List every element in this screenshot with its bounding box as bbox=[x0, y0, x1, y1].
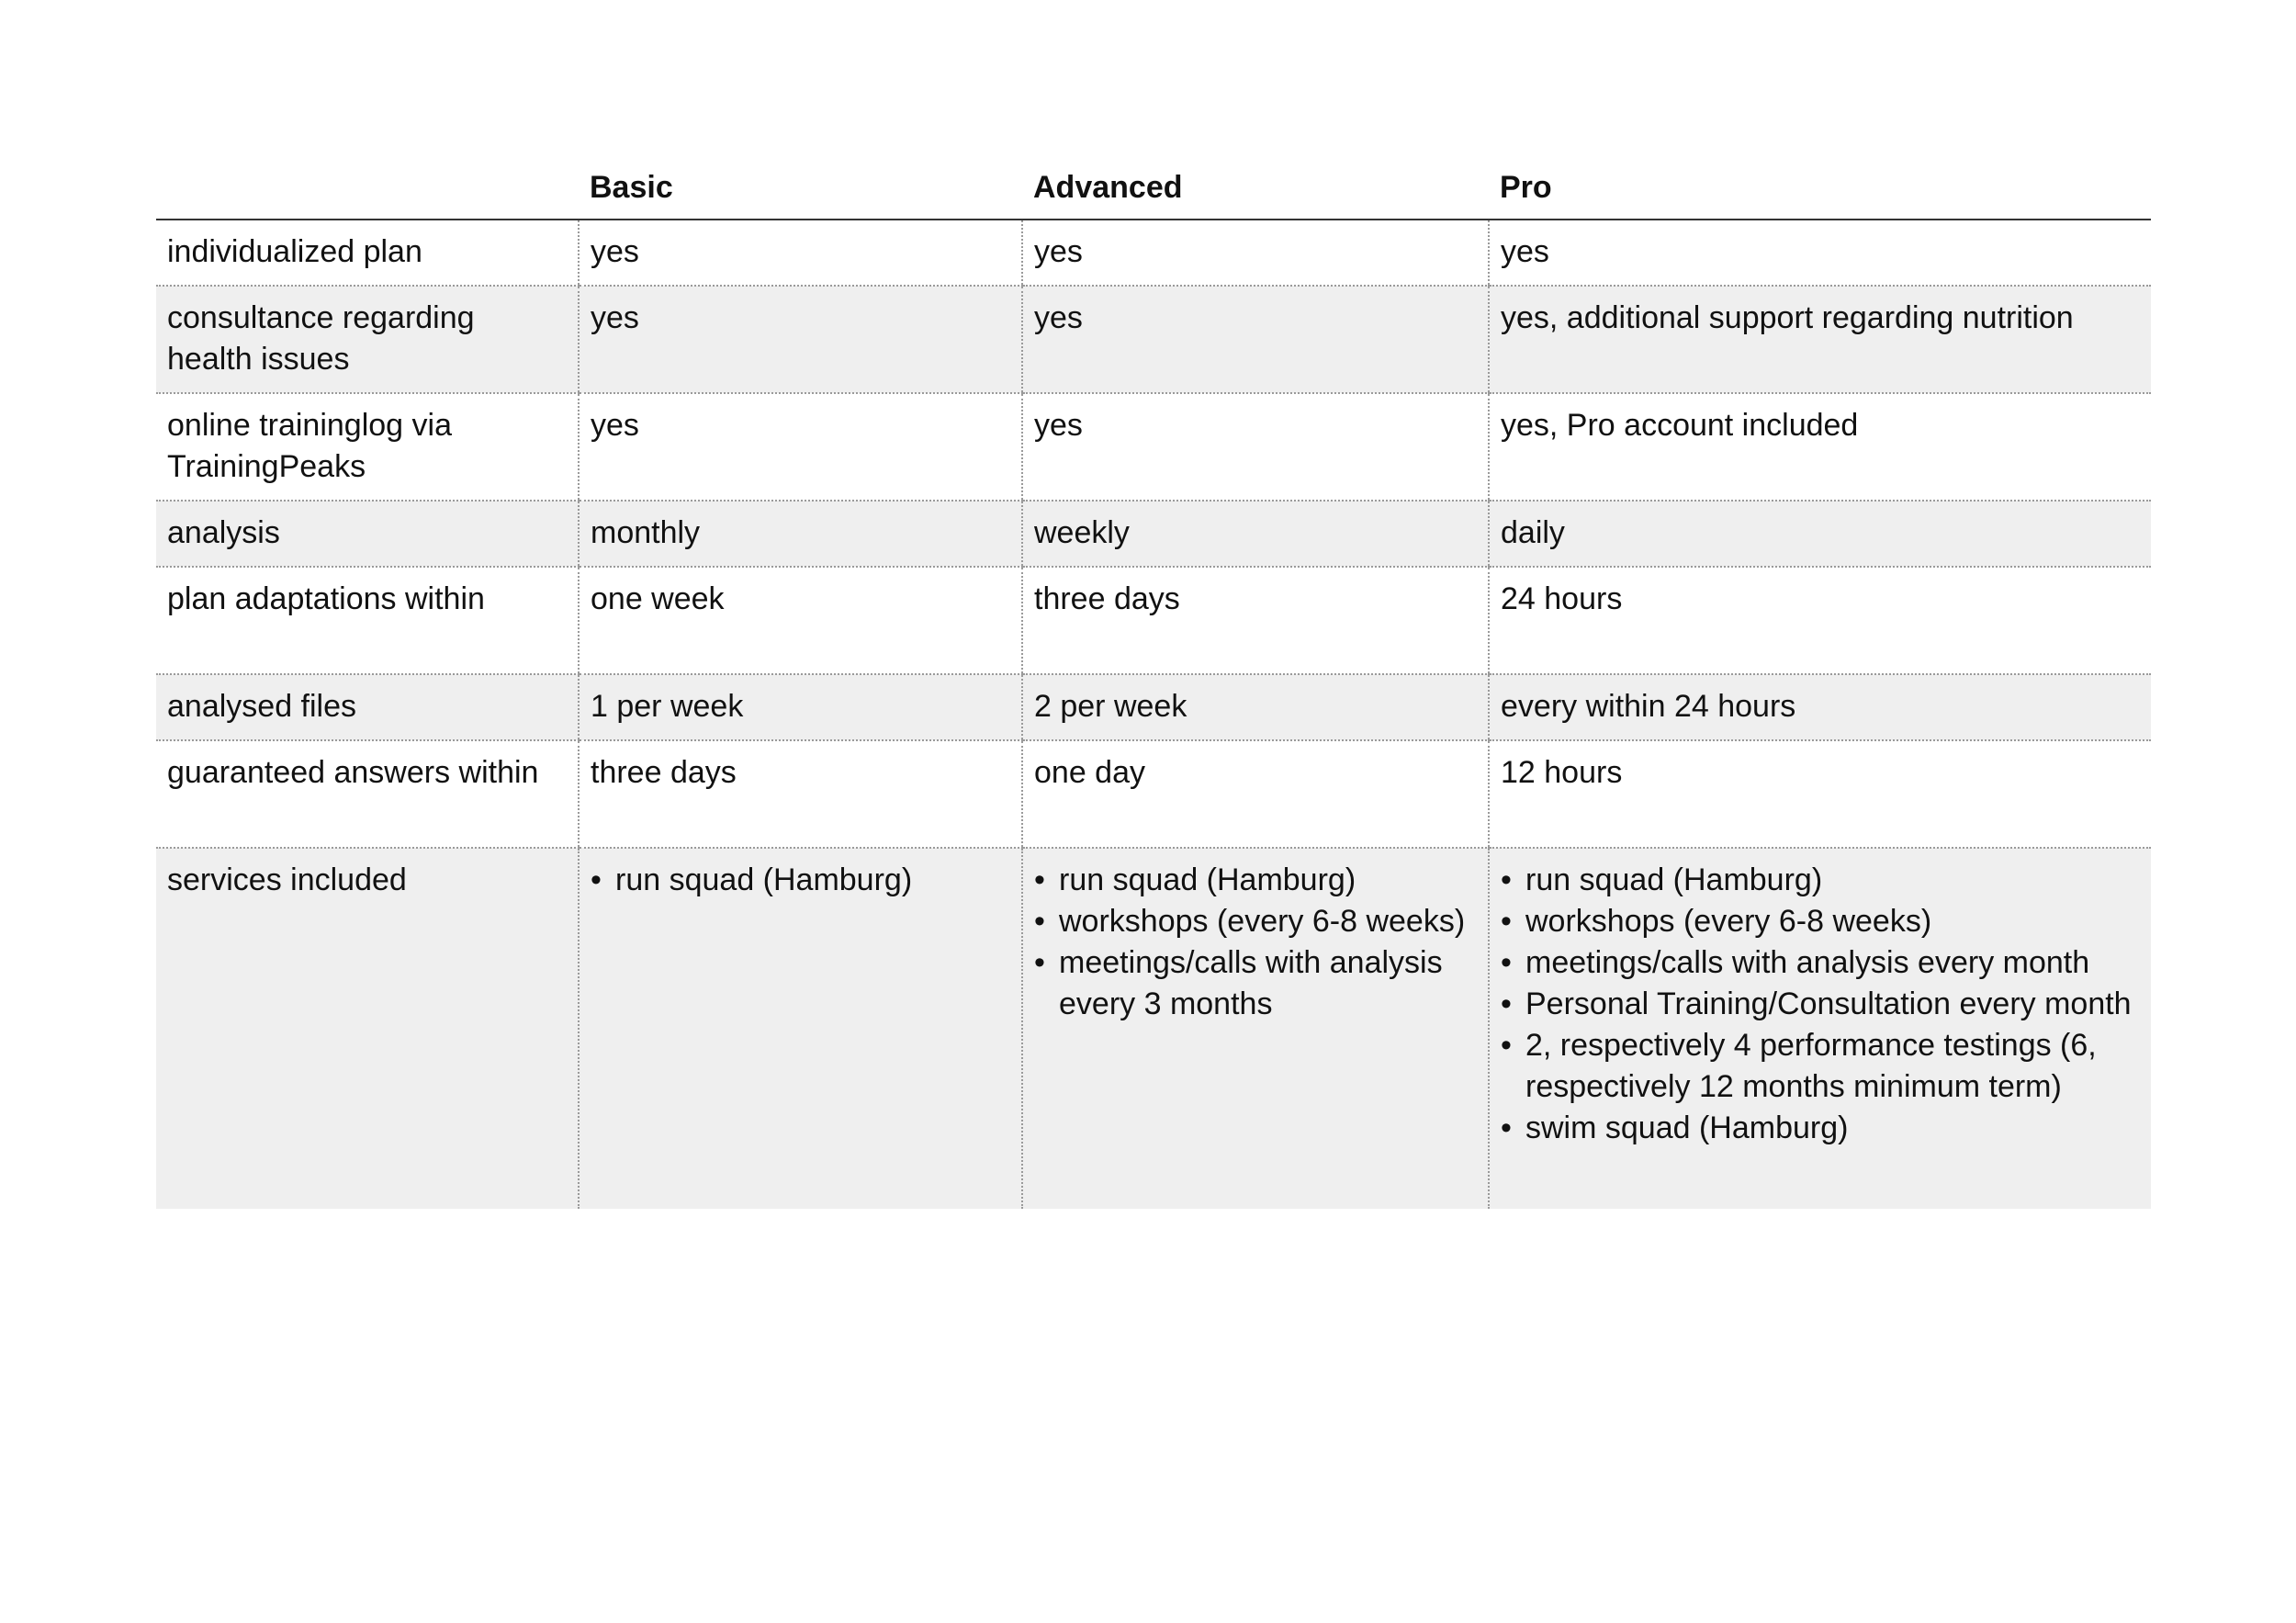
row-label: services included bbox=[156, 848, 579, 1209]
cell-advanced: weekly bbox=[1022, 501, 1489, 567]
cell-pro: daily bbox=[1489, 501, 2151, 567]
list-item: • meetings/calls with analysis every 3 months bbox=[1034, 942, 1477, 1025]
table-header-row bbox=[156, 156, 2151, 220]
list-item: • run squad (Hamburg) bbox=[591, 860, 1010, 901]
cell-pro: 24 hours bbox=[1489, 567, 2151, 674]
row-label: consultance regarding health issues bbox=[156, 286, 579, 393]
services-list-pro bbox=[1501, 860, 2140, 1149]
row-label: guaranteed answers within bbox=[156, 740, 579, 848]
table-row bbox=[156, 740, 2151, 848]
table-row bbox=[156, 286, 2151, 393]
cell-pro: yes bbox=[1489, 220, 2151, 286]
cell-basic: yes bbox=[579, 393, 1022, 501]
header-basic: Basic bbox=[579, 156, 1022, 220]
cell-basic: one week bbox=[579, 567, 1022, 674]
row-label: analysis bbox=[156, 501, 579, 567]
services-row bbox=[156, 848, 2151, 1209]
cell-basic: monthly bbox=[579, 501, 1022, 567]
cell-pro: 12 hours bbox=[1489, 740, 2151, 848]
header-advanced: Advanced bbox=[1022, 156, 1489, 220]
cell-pro: every within 24 hours bbox=[1489, 674, 2151, 740]
cell-basic: yes bbox=[579, 220, 1022, 286]
list-item: • 2, respectively 4 performance testings (6, respectively 12 months minimum term) bbox=[1501, 1025, 2140, 1108]
table-row bbox=[156, 674, 2151, 740]
cell-advanced: one day bbox=[1022, 740, 1489, 848]
row-label: plan adaptations within bbox=[156, 567, 579, 674]
cell-basic bbox=[579, 848, 1022, 1209]
table-row bbox=[156, 220, 2151, 286]
cell-advanced: three days bbox=[1022, 567, 1489, 674]
list-item: • meetings/calls with analysis every month bbox=[1501, 942, 2140, 984]
row-label: individualized plan bbox=[156, 220, 579, 286]
row-label: online traininglog via TrainingPeaks bbox=[156, 393, 579, 501]
cell-basic: three days bbox=[579, 740, 1022, 848]
list-item: • run squad (Hamburg) bbox=[1501, 860, 2140, 901]
list-item: • workshops (every 6-8 weeks) bbox=[1501, 901, 2140, 942]
list-item: • run squad (Hamburg) bbox=[1034, 860, 1477, 901]
services-list-advanced bbox=[1034, 860, 1477, 1025]
list-item: • Personal Training/Consultation every month bbox=[1501, 984, 2140, 1025]
cell-pro: yes, additional support regarding nutrition bbox=[1489, 286, 2151, 393]
table-row bbox=[156, 393, 2151, 501]
cell-advanced bbox=[1022, 848, 1489, 1209]
plan-comparison-table bbox=[156, 156, 2151, 1209]
list-item: • swim squad (Hamburg) bbox=[1501, 1108, 2140, 1149]
table-row bbox=[156, 567, 2151, 674]
cell-advanced: yes bbox=[1022, 220, 1489, 286]
cell-basic: yes bbox=[579, 286, 1022, 393]
cell-advanced: yes bbox=[1022, 286, 1489, 393]
cell-advanced: 2 per week bbox=[1022, 674, 1489, 740]
list-item: • workshops (every 6-8 weeks) bbox=[1034, 901, 1477, 942]
header-pro: Pro bbox=[1489, 156, 2151, 220]
table-row bbox=[156, 501, 2151, 567]
pricing-comparison bbox=[156, 156, 2151, 1209]
services-list-basic bbox=[591, 860, 1010, 901]
cell-pro bbox=[1489, 848, 2151, 1209]
cell-basic: 1 per week bbox=[579, 674, 1022, 740]
cell-pro: yes, Pro account included bbox=[1489, 393, 2151, 501]
cell-advanced: yes bbox=[1022, 393, 1489, 501]
header-feature bbox=[156, 156, 579, 220]
row-label: analysed files bbox=[156, 674, 579, 740]
